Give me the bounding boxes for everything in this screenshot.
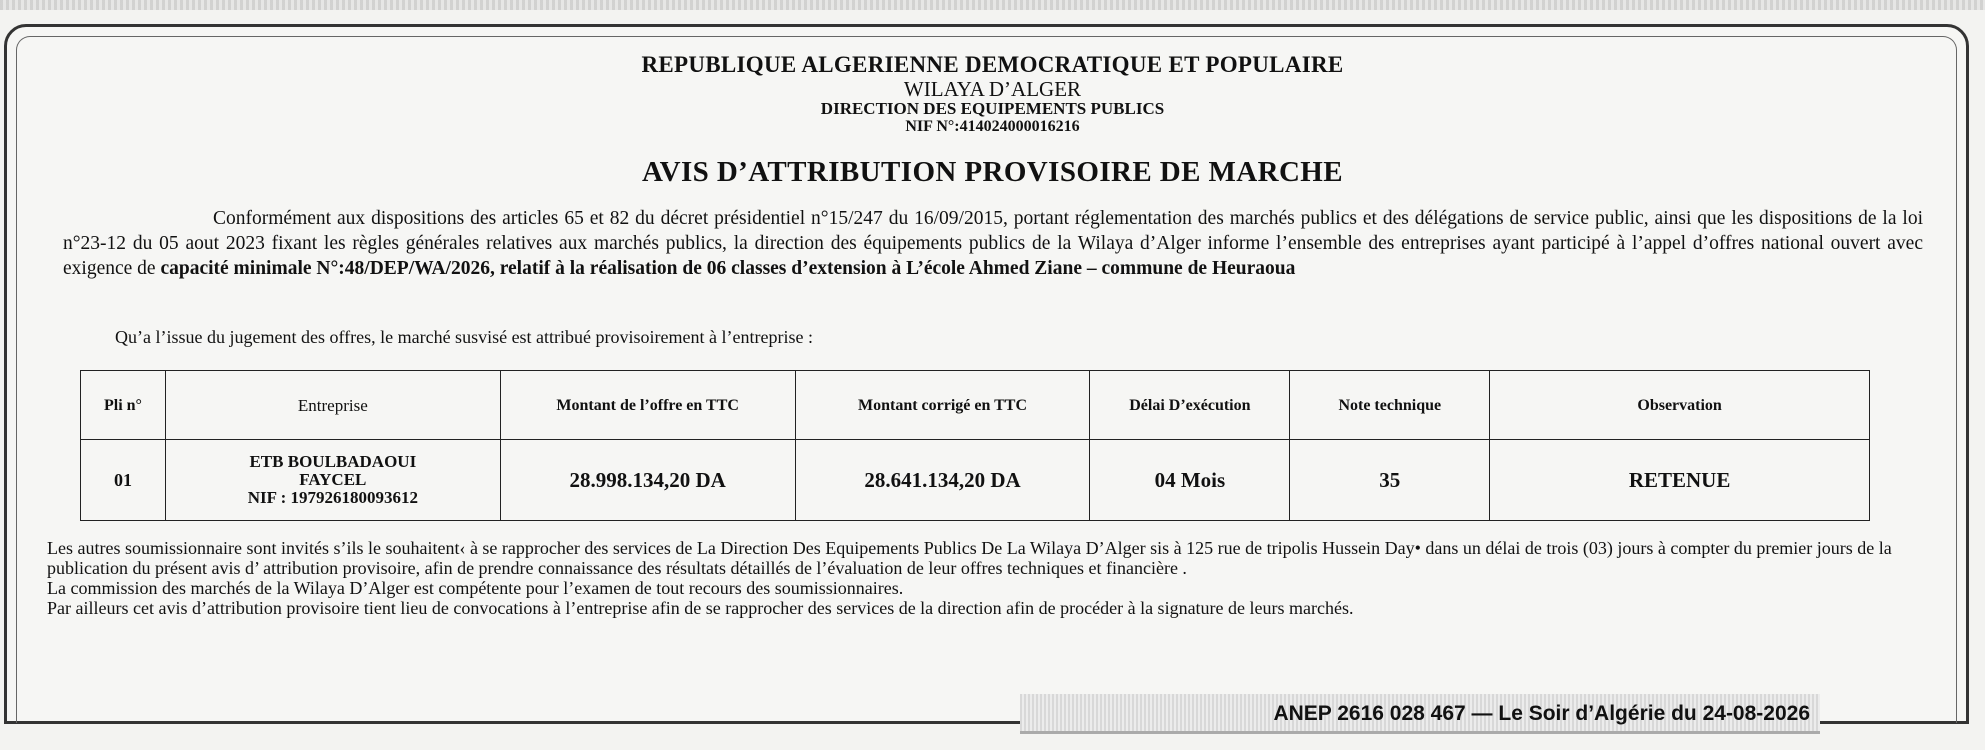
col-header-note: Note technique xyxy=(1290,371,1490,440)
footer-paragraph-3: Par ailleurs cet avis d’attribution provisoire tient lieu de convocations à l’entreprise afin de se rapprocher des services de la direction afin de procéder à la signature de leurs marchés. xyxy=(47,598,1354,618)
paragraph-bold-text: capacité minimale N°:48/DEP/WA/2026, relatif à la réalisation de 06 classes d’extension à L’école Ahmed Ziane – commune de Heuraoua xyxy=(160,258,1296,279)
entreprise-nif: NIF : 197926180093612 xyxy=(247,488,418,507)
header-direction: DIRECTION DES EQUIPEMENTS PUBLICS xyxy=(820,99,1165,118)
header-wilaya: WILAYA D’ALGER xyxy=(903,77,1082,101)
notice-title: AVIS D’ATTRIBUTION PROVISOIRE DE MARCHE xyxy=(642,156,1343,188)
table-row xyxy=(81,440,1870,521)
attribution-intro: Qu’a l’issue du jugement des offres, le marché susvisé est attribué provisoirement à l’entreprise : xyxy=(115,327,813,347)
cell-montant-corrige: 28.641.134,20 DA xyxy=(795,440,1090,521)
header-nif: NIF N°:414024000016216 xyxy=(905,118,1080,135)
table-header-row xyxy=(81,371,1870,440)
notice-footer xyxy=(47,538,1927,618)
notice-paragraph xyxy=(63,206,1923,281)
footer-paragraph-2: La commission des marchés de la Wilaya D’Alger est compétente pour l’examen de tout recours des soumissionnaires. xyxy=(47,578,904,598)
entreprise-name-1: ETB BOULBADAOUI xyxy=(249,452,417,471)
header-republic: REPUBLIQUE ALGERIENNE DEMOCRATIQUE ET POPULAIRE xyxy=(641,52,1344,77)
cell-pli: 01 xyxy=(81,440,166,521)
col-header-entreprise: Entreprise xyxy=(165,371,500,440)
anep-reference: ANEP 2616 028 467 — Le Soir d’Algérie du 24-08-2026 xyxy=(1020,694,1820,734)
cell-delai: 04 Mois xyxy=(1090,440,1290,521)
cell-montant-offre: 28.998.134,20 DA xyxy=(500,440,795,521)
cell-observation: RETENUE xyxy=(1490,440,1870,521)
cell-entreprise xyxy=(165,440,500,521)
entreprise-name-2: FAYCEL xyxy=(299,470,367,489)
cell-note: 35 xyxy=(1290,440,1490,521)
col-header-montant-offre: Montant de l’offre en TTC xyxy=(500,371,795,440)
attribution-table xyxy=(80,370,1870,521)
footer-paragraph-1: Les autres soumissionnaire sont invités s’ils le souhaitent‹ à se rapprocher des services de La Direction Des Equipements Publics De La Wilaya D’Alger sis à 125 rue de tripolis Hussein Day• dans un délai de trois (03) jours à compter du premier jours de la publication du présent avis d’ attribution provisoire, afin de prendre connaissance des résultats détaillés de l’évaluation de leur offres techniques et financière . xyxy=(47,538,1892,578)
page-top-edge xyxy=(0,0,1985,10)
notice-header xyxy=(0,52,1985,136)
paragraph-text: Conformément aux dispositions des articles 65 et 82 du décret présidentiel n°15/247 du 16/09/2015, portant réglementation des marchés publics et des délégations de service public, ainsi que les dispositions de la loi n°23-12 du 05 aout 2023 fixant les règles générales relatives aux marchés publics, la direction des équipements publics de la Wilaya d’Alger informe l’ensemble des entreprises ayant participé à l’appel d’offres national ouvert avec exigence de xyxy=(63,208,1923,279)
col-header-montant-corrige: Montant corrigé en TTC xyxy=(795,371,1090,440)
col-header-delai: Délai D’exécution xyxy=(1090,371,1290,440)
col-header-observation: Observation xyxy=(1490,371,1870,440)
col-header-pli: Pli n° xyxy=(81,371,166,440)
